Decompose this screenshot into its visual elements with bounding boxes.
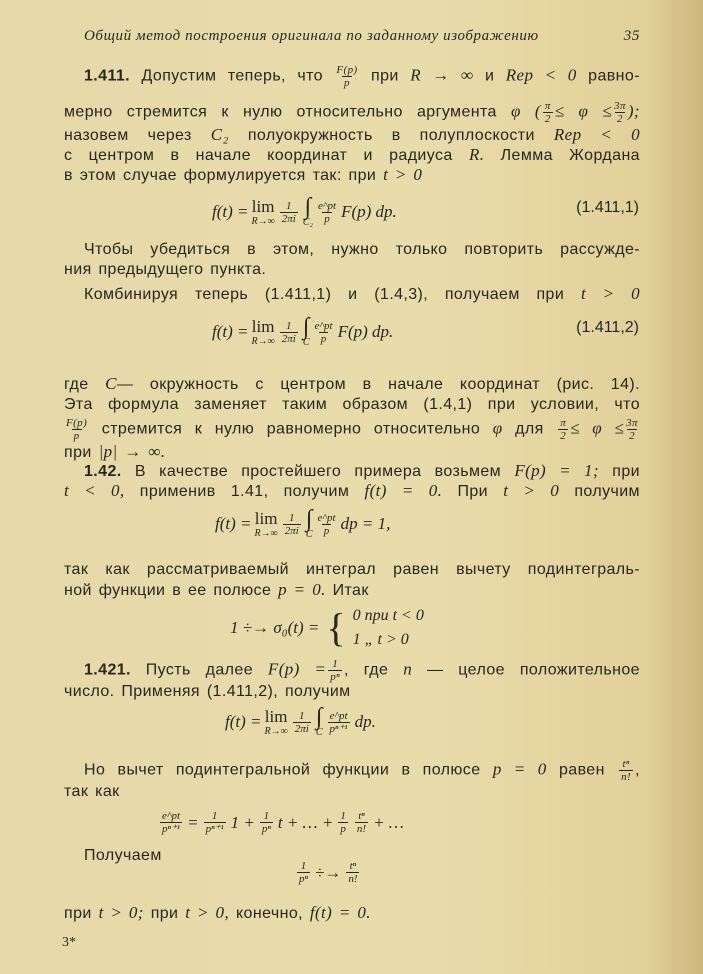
text: равен: [558, 761, 605, 779]
numerator: e^pt: [317, 511, 336, 524]
math: f(t) =: [215, 514, 252, 533]
math: t < 0,: [64, 481, 125, 500]
text-line: [64, 260, 640, 280]
numerator: tⁿ: [349, 860, 357, 872]
limit: [265, 707, 288, 737]
integral-sign: ∫: [302, 314, 310, 340]
denominator: 2πi: [281, 212, 296, 225]
brace-icon: {: [326, 605, 346, 650]
lim: lim: [251, 197, 275, 216]
text: в этом случае формулируется так: при: [64, 167, 377, 184]
math: f(t) = 0.: [309, 903, 371, 922]
numerator: 1: [332, 658, 339, 670]
fraction: [160, 810, 182, 835]
contour: C: [302, 337, 310, 348]
fraction: [558, 417, 568, 442]
text-line: [84, 240, 640, 260]
math: t > 0,: [185, 903, 230, 922]
math: φ: [492, 418, 503, 438]
fraction: [619, 758, 633, 783]
fraction: [66, 417, 87, 442]
text: Получаем: [84, 847, 162, 864]
numerator: e^pt: [314, 319, 333, 332]
math: f(t) =: [225, 712, 262, 731]
math: p = 0: [492, 759, 547, 779]
text-line: [84, 284, 640, 305]
numerator: tⁿ: [358, 810, 365, 822]
text: — окружность с центром в начале координат (рис. 14).: [116, 376, 640, 393]
text: полуокружность в полуплоскости: [247, 127, 535, 144]
text: В качестве простейшего примера возьмем: [134, 463, 502, 480]
numerator: π: [560, 417, 567, 429]
text-line: [64, 903, 640, 924]
fraction: [318, 512, 336, 537]
text: число. Применяя (1.411,2), получим: [64, 683, 351, 700]
numerator: F(p): [66, 417, 88, 429]
text: ной функции в ее полюсе: [64, 582, 272, 599]
text-line: [64, 580, 640, 601]
header-title: Общий метод построения оригинала по заданному изображению: [84, 28, 539, 44]
denominator: 2: [560, 430, 567, 442]
math: |p| → ∞.: [98, 442, 166, 461]
limit: [255, 509, 278, 539]
text: При: [457, 483, 489, 500]
denominator: pⁿ: [330, 671, 341, 683]
running-header: [84, 28, 640, 45]
text-line: [64, 682, 640, 702]
contour: C₂: [302, 217, 313, 228]
signature-mark: 3*: [62, 935, 76, 950]
text: с центром в начале координат и радиуса: [64, 147, 453, 164]
integral: [303, 196, 313, 228]
contour: C: [305, 529, 313, 540]
text-line: [64, 100, 640, 125]
text: — целое положительное: [427, 661, 640, 679]
text: Чтобы убедиться в этом, нужно только повторить рассужде-: [84, 241, 640, 258]
denominator: p: [320, 332, 327, 345]
numerator: 1: [263, 810, 270, 822]
integral-sign: ∫: [304, 194, 312, 220]
denominator: pⁿ⁺¹: [329, 722, 348, 735]
denominator: n!: [621, 771, 632, 783]
text: так как: [64, 783, 120, 800]
text: так как рассматриваемый интеграл равен вычету подинтеграль-: [64, 561, 640, 578]
fraction: [355, 810, 368, 835]
numerator: 1: [300, 860, 307, 872]
math: 1 +: [230, 812, 255, 832]
cases: [353, 604, 424, 652]
math: F(p) =: [267, 659, 327, 679]
math: n: [403, 659, 413, 679]
fraction: [626, 417, 638, 442]
text-line: [64, 165, 640, 186]
math: t > 0: [580, 284, 640, 303]
text-line: [84, 758, 640, 783]
text-line: [64, 782, 640, 802]
denominator: p: [344, 77, 350, 89]
text: назовем через: [64, 127, 192, 144]
text: Комбинируя теперь (1.411,1) и (1.4,3), получаем при: [84, 286, 565, 303]
case: 0 при t < 0: [352, 607, 424, 624]
limit: [252, 197, 275, 227]
text-line: [64, 374, 640, 395]
math: 1 ÷→ σ₀(t) =: [230, 618, 320, 637]
text: для: [515, 420, 544, 438]
fraction: [614, 100, 626, 125]
numerator: 1: [286, 199, 292, 212]
lim-sub: R→∞: [251, 336, 275, 347]
lim: lim: [254, 509, 278, 528]
math: p = 0.: [278, 580, 326, 599]
math: ≤ φ ≤: [570, 418, 625, 438]
denominator: 2πi: [281, 332, 296, 345]
equation-label: (1.411,1): [576, 199, 639, 216]
fraction: [297, 860, 310, 885]
denominator: p: [323, 524, 330, 537]
text: Лемма Жордана: [500, 147, 640, 164]
text-line: [84, 846, 640, 866]
math: Rep < 0: [553, 125, 640, 144]
denominator: 2: [629, 430, 636, 442]
math: t + … +: [277, 812, 334, 832]
text-line: [64, 417, 640, 442]
fraction: [318, 200, 336, 225]
math: C: [105, 374, 117, 393]
text: ния предыдущего пункта.: [64, 261, 267, 278]
text-line: [64, 145, 640, 166]
numerator: 3π: [626, 417, 638, 429]
fraction: [338, 810, 348, 835]
text-line: [64, 125, 640, 146]
equation-label: (1.411,2): [576, 319, 639, 336]
contour: C: [315, 727, 323, 738]
math: f(t) = 0.: [364, 481, 443, 500]
fraction: [280, 200, 298, 225]
section-number: 1.421.: [84, 661, 131, 679]
fraction: [280, 320, 298, 345]
text: Эта формула заменяет таким образом (1.4,1) при условии, что: [64, 396, 640, 413]
math: dp = 1,: [340, 514, 391, 533]
section-number: 1.411.: [84, 67, 131, 85]
numerator: 1: [289, 511, 295, 524]
text: при: [64, 444, 92, 461]
math: );: [627, 101, 640, 121]
text-line: [84, 461, 640, 482]
math: t > 0: [503, 481, 560, 500]
page-number: 35: [623, 28, 640, 44]
math: C₂: [210, 125, 229, 144]
numerator: tⁿ: [622, 758, 630, 770]
numerator: e^pt: [161, 810, 181, 822]
fraction: [293, 710, 311, 735]
text: конечно,: [235, 905, 303, 922]
text-line: [64, 481, 640, 502]
denominator: p: [73, 430, 80, 442]
text: Допустим теперь, что: [141, 67, 323, 85]
denominator: pⁿ: [261, 823, 271, 835]
math: R → ∞: [410, 65, 474, 85]
denominator: n!: [348, 873, 358, 885]
case: 1 „ t > 0: [352, 631, 409, 648]
numerator: F(p): [336, 64, 358, 76]
fraction: [283, 512, 301, 537]
text: Итак: [332, 582, 369, 599]
text-line: [84, 658, 640, 683]
text: применив 1.41, получим: [139, 483, 350, 500]
numerator: e^pt: [329, 709, 348, 722]
text: , где: [344, 661, 389, 679]
numerator: 3π: [614, 100, 626, 112]
fraction: [543, 100, 553, 125]
text-line: [84, 64, 640, 89]
math: φ (: [511, 101, 541, 121]
denominator: pⁿ⁺¹: [162, 823, 181, 835]
denominator: 2πi: [284, 524, 299, 537]
text: Но вычет подинтегральной функции в полюсе: [84, 761, 481, 779]
fraction: [328, 658, 342, 683]
limit: [252, 317, 275, 347]
math: F(p) = 1;: [514, 461, 600, 480]
fraction: [336, 64, 357, 89]
integral-sign: ∫: [305, 506, 313, 532]
math: F(p) dp.: [341, 202, 397, 221]
text: при: [371, 67, 399, 85]
math: ÷→: [314, 862, 342, 882]
numerator: 1: [299, 709, 305, 722]
text: при: [612, 463, 640, 480]
math: F(p) dp.: [337, 322, 394, 341]
math: f(t) =: [212, 202, 249, 221]
numerator: 1: [286, 319, 292, 332]
text: где: [64, 376, 89, 393]
numerator: 1: [340, 810, 346, 822]
text: при: [64, 905, 92, 922]
denominator: p: [340, 823, 346, 835]
math: f(t) =: [212, 322, 249, 341]
text-line: [64, 395, 640, 415]
text-line: [64, 442, 640, 463]
text-line: [64, 560, 640, 580]
integral: [303, 316, 310, 348]
numerator: π: [544, 100, 551, 112]
numerator: 1: [211, 810, 218, 822]
math: t > 0: [383, 165, 423, 184]
text: равно-: [588, 67, 640, 85]
text: и: [484, 67, 495, 85]
lim-sub: R→∞: [251, 216, 275, 227]
integral-sign: ∫: [315, 704, 323, 730]
denominator: 2: [617, 113, 623, 125]
math: + …: [373, 812, 404, 832]
text: Пусть далее: [145, 661, 254, 679]
fraction: [204, 810, 226, 835]
text: мерно стремится к нулю относительно аргумента: [64, 103, 497, 121]
section-number: 1.42.: [84, 463, 122, 480]
math: dp.: [354, 712, 376, 731]
denominator: p: [324, 212, 330, 225]
fraction: [260, 810, 273, 835]
lim-sub: R→∞: [264, 726, 288, 737]
denominator: pⁿ⁺¹: [205, 823, 224, 835]
text: стремится к нулю равномерно относительно: [101, 420, 481, 438]
denominator: 2πi: [294, 722, 309, 735]
math: =: [187, 812, 199, 832]
math: Rep < 0: [505, 65, 577, 85]
lim: lim: [251, 317, 275, 336]
text: ,: [635, 761, 640, 779]
denominator: 2: [544, 113, 551, 125]
text: при: [150, 905, 179, 922]
fraction: [328, 710, 350, 735]
fraction: [315, 320, 333, 345]
math: ≤ φ ≤: [554, 101, 613, 121]
denominator: n!: [356, 823, 367, 835]
math: t > 0;: [98, 903, 144, 922]
lim: lim: [264, 707, 288, 726]
integral: [306, 508, 313, 540]
fraction: [346, 860, 359, 885]
numerator: e^pt: [317, 199, 337, 212]
math: R.: [468, 145, 485, 164]
integral: [316, 706, 323, 738]
lim-sub: R→∞: [254, 528, 278, 539]
text: получим: [574, 483, 640, 500]
denominator: pⁿ: [299, 873, 308, 885]
